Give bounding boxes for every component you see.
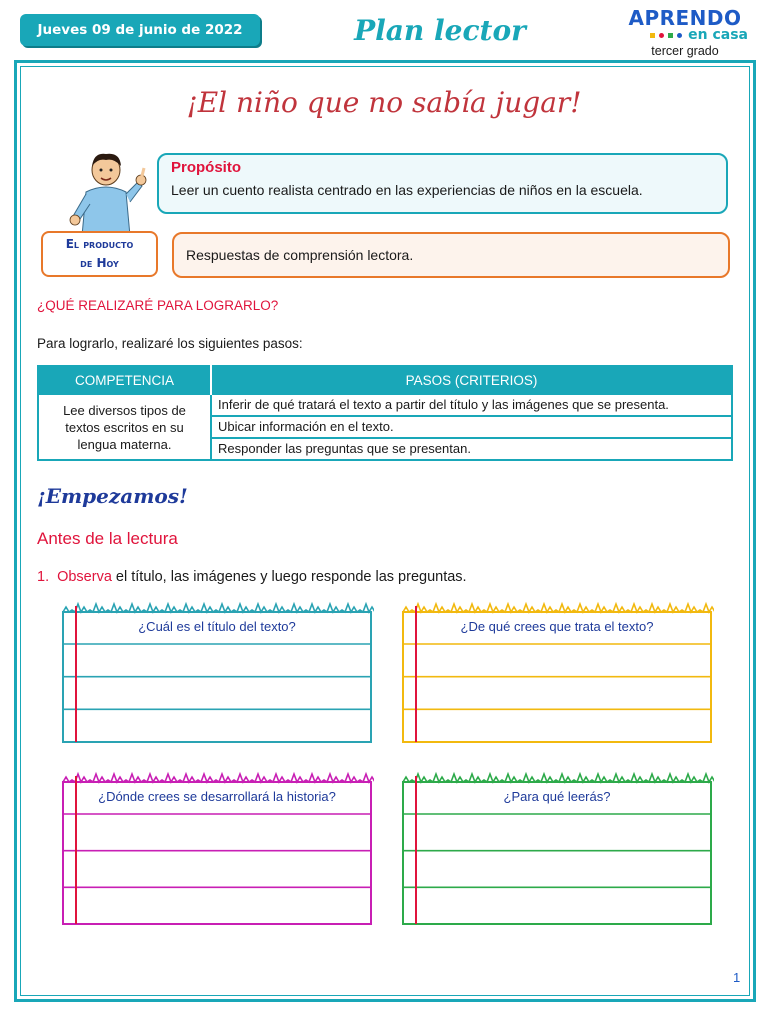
card-question: ¿Cuál es el título del texto? <box>138 619 296 634</box>
page-number: 1 <box>733 970 741 985</box>
product-box: Respuestas de comprensión lectora. <box>172 232 730 278</box>
table-header-competencia: COMPETENCIA <box>38 366 211 394</box>
product-label-line1: El producto <box>65 237 134 251</box>
card-question: ¿De qué crees que trata el texto? <box>460 619 654 634</box>
logo-sub-text: en casa <box>688 27 748 43</box>
step-cell: Responder las preguntas que se presentan. <box>211 438 732 460</box>
before-reading-heading: Antes de la lectura <box>37 529 178 548</box>
notepad-card-purpose <box>400 770 714 928</box>
section-heading: ¿QUÉ REALIZARÉ PARA LOGRARLO? <box>37 298 279 313</box>
instruction-verb: Observa <box>57 569 112 585</box>
purpose-box <box>157 153 728 214</box>
date-badge: Jueves 09 de junio de 2022 <box>20 14 260 46</box>
empezamos-heading: ¡Empezamos! <box>37 484 188 508</box>
instruction-1 <box>37 569 467 585</box>
table-header-row <box>38 366 732 394</box>
notepad-card-setting <box>60 770 374 928</box>
notepad-card-title <box>60 600 374 746</box>
criteria-table <box>37 365 733 461</box>
step-cell: Ubicar información en el texto. <box>211 416 732 438</box>
product-label-line2: de Hoy <box>80 256 119 270</box>
purpose-title: Propósito <box>171 159 241 176</box>
instruction-text: el título, las imágenes y luego responde las preguntas. <box>111 569 467 585</box>
step-cell: Inferir de qué tratará el texto a partir del título y las imágenes que se presenta. <box>211 394 732 416</box>
torn-edge <box>403 604 714 612</box>
plan-title: Plan lector <box>354 14 526 47</box>
competencia-cell: Lee diversos tipos de textos escritos en su lengua materna. <box>38 394 211 460</box>
torn-edge <box>403 774 714 782</box>
logo-dots-icon <box>650 33 682 38</box>
purpose-text: Leer un cuento realista centrado en las experiencias de niños en la escuela. <box>171 182 643 198</box>
aprendo-en-casa-logo <box>622 8 748 58</box>
torn-edge <box>63 774 374 782</box>
product-label <box>41 231 158 277</box>
table-header-pasos: PASOS (CRITERIOS) <box>211 366 732 394</box>
instruction-number: 1. <box>37 569 50 585</box>
card-question: ¿Para qué leerás? <box>503 789 611 804</box>
grade-label: tercer grado <box>651 44 719 58</box>
table-row <box>38 394 732 416</box>
card-question: ¿Dónde crees se desarrollará la historia? <box>98 789 336 804</box>
boy-illustration-icon <box>64 148 154 238</box>
torn-edge <box>63 604 374 612</box>
logo-main-text: APRENDO <box>628 6 742 30</box>
steps-intro: Para lograrlo, realizaré los siguientes pasos: <box>37 336 303 351</box>
notepad-card-theme <box>400 600 714 746</box>
story-title: ¡El niño que no sabía jugar! <box>186 86 582 119</box>
